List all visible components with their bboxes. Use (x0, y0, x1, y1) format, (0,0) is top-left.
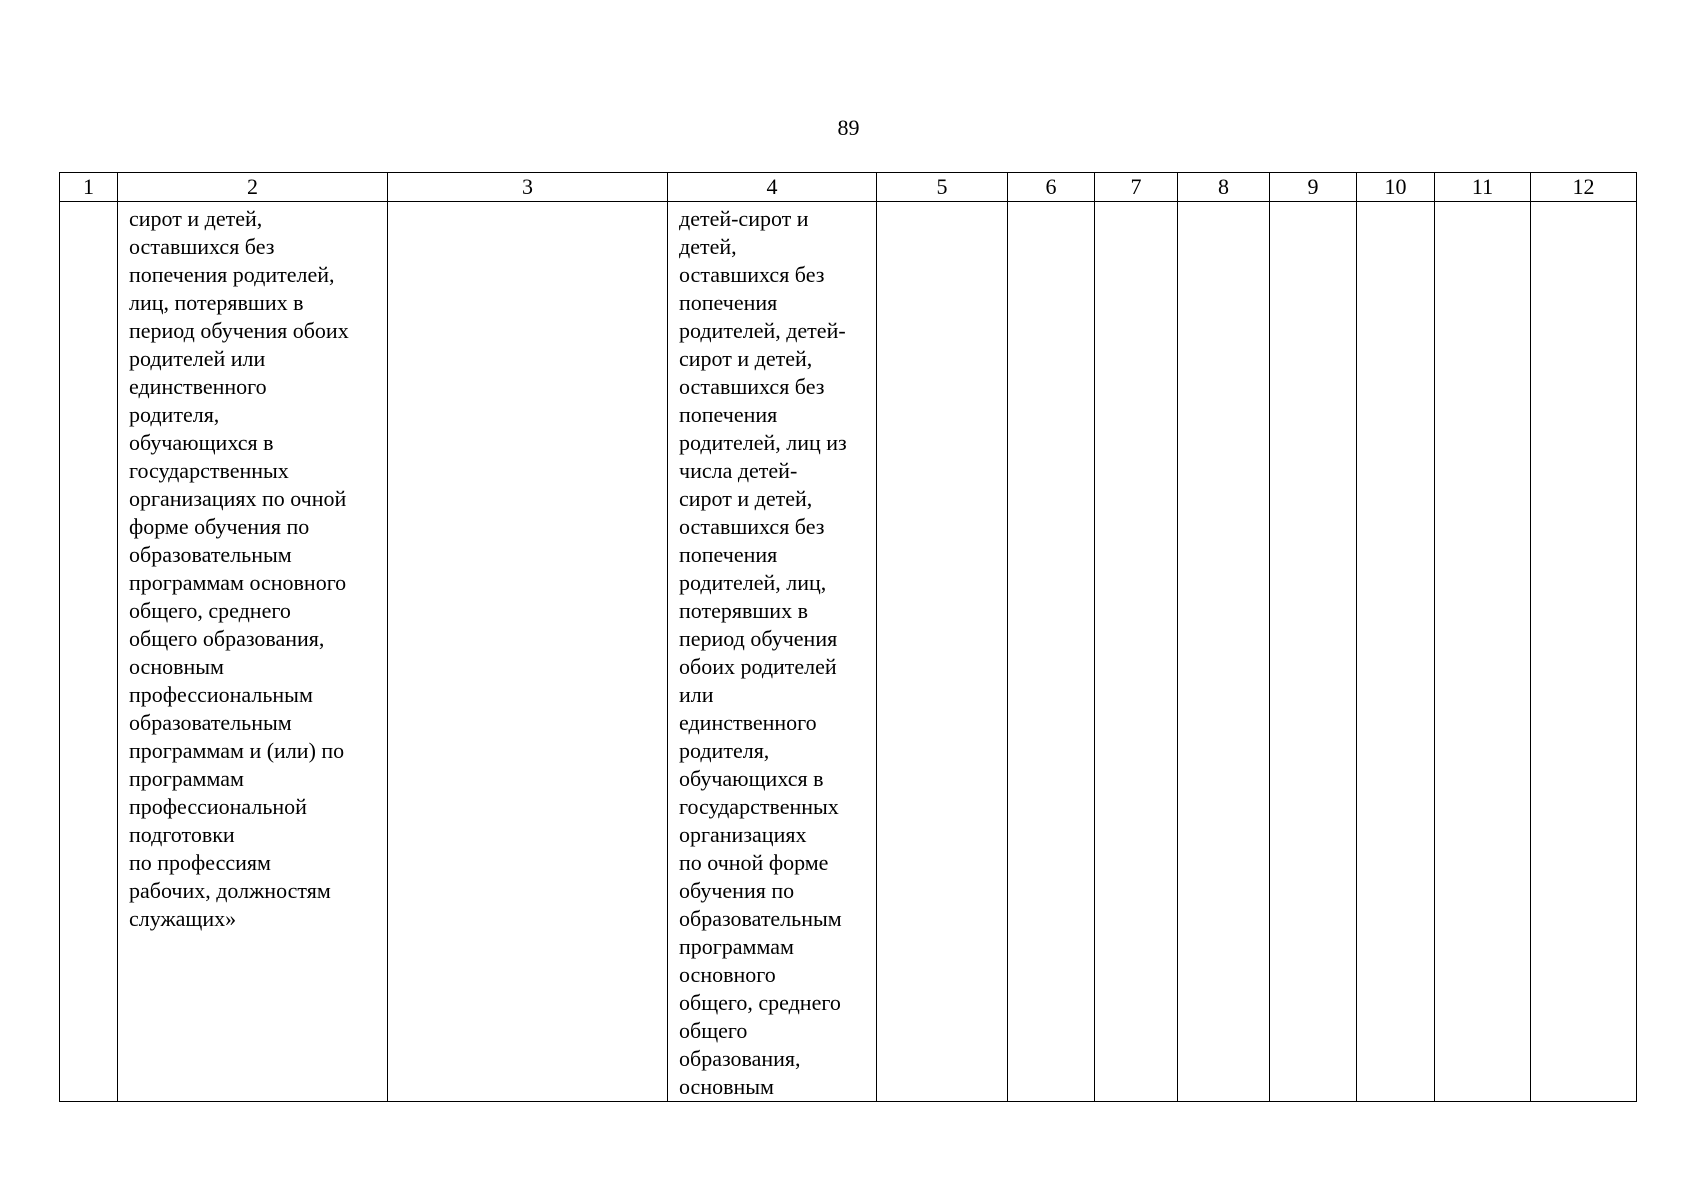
cell-text-line: основным (129, 654, 224, 679)
cell-text-line: образовательным (129, 710, 292, 735)
table-header-row (60, 173, 1637, 202)
cell-text-line: рабочих, должностям (129, 878, 331, 903)
cell-text-line: обучения по (679, 878, 795, 903)
cell-text-line: оставшихся без (679, 262, 825, 287)
cell-text-col4 (668, 202, 876, 1101)
document-table (59, 172, 1637, 1102)
cell-text-line: обучающихся в (129, 430, 274, 455)
cell-text-line: государственных (129, 458, 289, 483)
page-number: 89 (837, 115, 860, 140)
column-header: 5 (877, 173, 1008, 202)
column-header: 4 (668, 173, 877, 202)
cell-text-line: оставшихся без (679, 514, 825, 539)
table-cell-col2 (118, 202, 388, 1102)
cell-text-line: лиц, потерявших в (129, 290, 304, 315)
cell-text-line: детей, (679, 234, 737, 259)
cell-text-line: общего, среднего (129, 598, 291, 623)
column-header: 8 (1178, 173, 1270, 202)
cell-text-line: образовательным (679, 906, 842, 931)
cell-text-line: обоих родителей (679, 654, 837, 679)
cell-text-line: детей-сирот и (679, 206, 809, 231)
cell-text-line: сирот и детей, (679, 486, 813, 511)
cell-text-line: организациях (679, 822, 807, 847)
column-header: 7 (1095, 173, 1178, 202)
cell-text-line: единственного (679, 710, 817, 735)
cell-text-line: попечения (679, 290, 778, 315)
cell-text-line: родителя, (129, 402, 220, 427)
cell-text-line: программам (679, 934, 794, 959)
table-cell-col4 (668, 202, 877, 1102)
cell-text-line: родителя, (679, 738, 770, 763)
cell-text-line: единственного (129, 374, 267, 399)
cell-text-line: программам основного (129, 570, 347, 595)
table-cell-col11 (1435, 202, 1531, 1102)
cell-text-line: попечения (679, 542, 778, 567)
column-header: 12 (1531, 173, 1637, 202)
cell-text-line: государственных (679, 794, 839, 819)
cell-text-line: сирот и детей, (679, 346, 813, 371)
cell-text-line: родителей, лиц из (679, 430, 847, 455)
cell-text-line: служащих» (129, 906, 237, 931)
column-header: 1 (60, 173, 118, 202)
cell-text-line: период обучения (679, 626, 838, 651)
cell-text-line: сирот и детей, (129, 206, 263, 231)
table-cell-col5 (877, 202, 1008, 1102)
cell-text-line: родителей, детей- (679, 318, 846, 343)
cell-text-line: период обучения обоих (129, 318, 349, 343)
cell-text-line: родителей или (129, 346, 266, 371)
cell-text-line: основного (679, 962, 776, 987)
cell-text-line: числа детей- (679, 458, 798, 483)
cell-text-line: организациях по очной (129, 486, 347, 511)
cell-text-line: обучающихся в (679, 766, 824, 791)
table-cell-col12 (1531, 202, 1637, 1102)
cell-text-line: попечения родителей, (129, 262, 335, 287)
cell-text-line: оставшихся без (679, 374, 825, 399)
table-cell-col3 (388, 202, 668, 1102)
table-cell-col9 (1270, 202, 1357, 1102)
cell-text-line: подготовки (129, 822, 235, 847)
cell-text-line: по профессиям (129, 850, 271, 875)
column-header: 9 (1270, 173, 1357, 202)
table-row (60, 202, 1637, 1102)
cell-text-line: форме обучения по (129, 514, 310, 539)
column-header: 3 (388, 173, 668, 202)
column-header: 10 (1357, 173, 1435, 202)
cell-text-line: основным (679, 1074, 774, 1099)
cell-text-line: образования, (679, 1046, 801, 1071)
cell-text-line: программам (129, 766, 244, 791)
table-cell-col7 (1095, 202, 1178, 1102)
cell-text-line: профессиональным (129, 682, 313, 707)
table-cell-col6 (1008, 202, 1095, 1102)
cell-text-line: родителей, лиц, (679, 570, 827, 595)
table-cell-col10 (1357, 202, 1435, 1102)
cell-text-line: общего (679, 1018, 748, 1043)
cell-text-line: образовательным (129, 542, 292, 567)
table-cell-col8 (1178, 202, 1270, 1102)
cell-text-line: оставшихся без (129, 234, 275, 259)
cell-text-line: попечения (679, 402, 778, 427)
cell-text-line: потерявших в (679, 598, 808, 623)
column-header: 6 (1008, 173, 1095, 202)
cell-text-line: общего образования, (129, 626, 325, 651)
column-header: 11 (1435, 173, 1531, 202)
cell-text-col2 (118, 202, 387, 933)
cell-text-line: по очной форме (679, 850, 829, 875)
cell-text-line: общего, среднего (679, 990, 841, 1015)
column-header: 2 (118, 173, 388, 202)
table-cell-col1 (60, 202, 118, 1102)
cell-text-line: профессиональной (129, 794, 307, 819)
cell-text-line: или (679, 682, 714, 707)
cell-text-line: программам и (или) по (129, 738, 345, 763)
